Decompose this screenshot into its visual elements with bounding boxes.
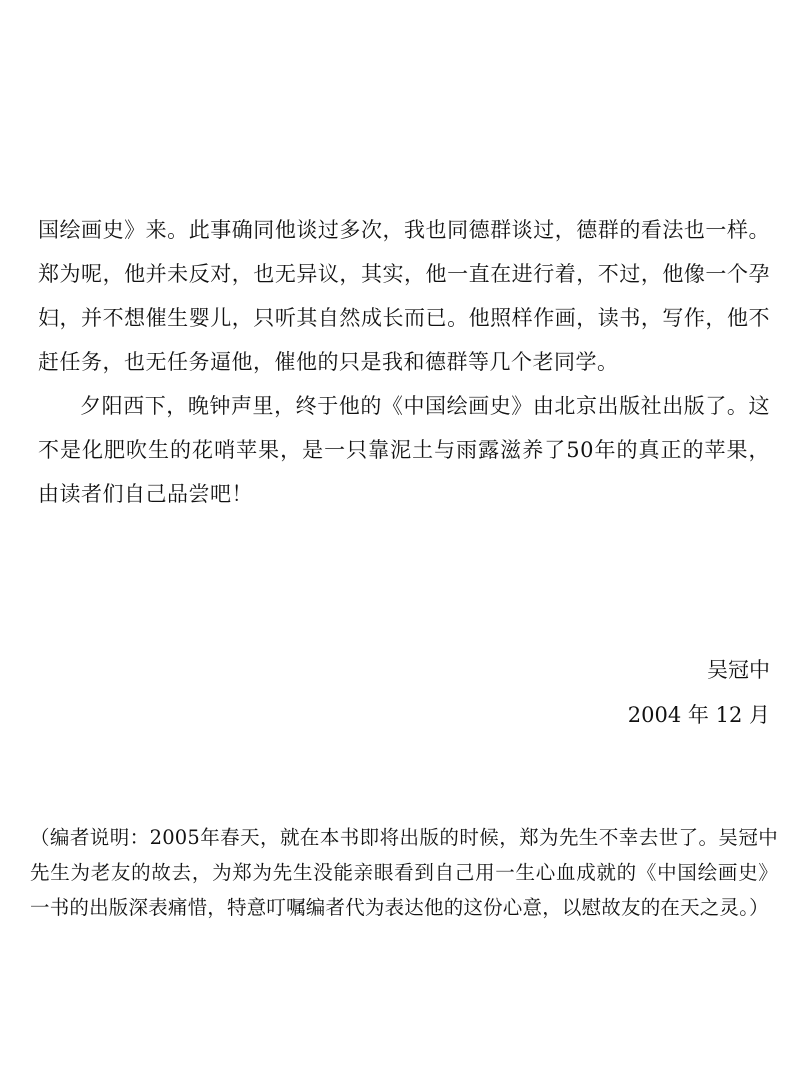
editor-note	[30, 820, 778, 925]
paragraph-2: 夕阳西下，晚钟声里，终于他的《中国绘画史》由北京出版社出版了。这不是化肥吹生的花哨苹果，是一只靠泥土与雨露滋养了50年的真正的苹果，由读者们自己品尝吧！	[38, 394, 770, 506]
author-signature: 吴冠中	[707, 658, 770, 682]
paragraph-1: 国绘画史》来。此事确同他谈过多次，我也同德群谈过，德群的看法也一样。郑为呢，他并未反对，也无异议，其实，他一直在进行着，不过，他像一个孕妇，并不想催生婴儿，只听其自然成长而已。他照样作画，读书，写作，他不赶任务，也无任务逼他，催他的只是我和德群等几个老同学。	[38, 218, 770, 374]
signature-date: 2004 年 12 月	[627, 703, 770, 727]
main-text	[38, 208, 770, 516]
editor-note-text: （编者说明：2005年春天，就在本书即将出版的时候，郑为先生不幸去世了。吴冠中先生为老友的故去，为郑为先生没能亲眼看到自己用一生心血成就的《中国绘画史》一书的出版深表痛惜，特意叮嘱编者代为表达他的这份心意，以慰故友的在天之灵。）	[30, 826, 778, 919]
